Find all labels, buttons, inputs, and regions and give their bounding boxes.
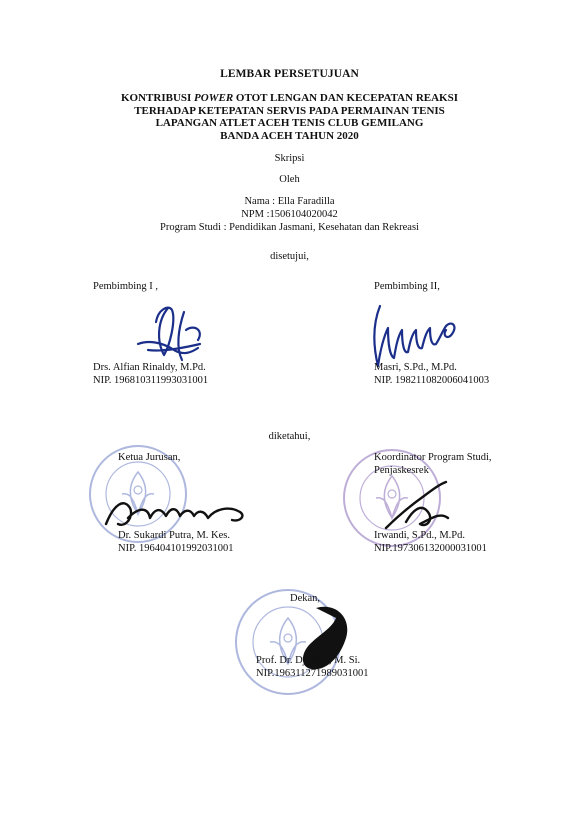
advisor2-nip: NIP. 198211082006041003 <box>374 375 490 386</box>
head-dept-nip: NIP. 196404101992031001 <box>118 543 234 554</box>
title-line-3: LAPANGAN ATLET ACEH TENIS CLUB GEMILANG <box>155 117 424 129</box>
advisor1-signature <box>128 300 218 370</box>
title-line-4: BANDA ACEH TAHUN 2020 <box>220 129 359 142</box>
head-dept-role: Ketua Jurusan, <box>118 452 181 463</box>
author-program: Program Studi : Pendidikan Jasmani, Kesehatan dan Rekreasi <box>160 222 419 233</box>
advisor1-name: Drs. Alfian Rinaldy, M.Pd. <box>93 362 206 373</box>
title-line-1: KONTRIBUSI POWER OTOT LENGAN DAN KECEPATAN REAKSI <box>121 92 458 104</box>
advisor1-role: Pembimbing I , <box>93 281 159 292</box>
document-type: Skripsi <box>274 153 305 164</box>
advisor1-nip: NIP. 196810311993031001 <box>93 375 209 386</box>
advisor2-name: Masri, S.Pd., M.Pd. <box>374 362 457 373</box>
advisor2-role: Pembimbing II, <box>374 281 440 292</box>
by-label: Oleh <box>279 174 300 185</box>
title-line-2: TERHADAP KETEPATAN SERVIS PADA PERMAINAN TENIS <box>134 104 445 117</box>
dean-role: Dekan, <box>290 593 321 604</box>
coordinator-role: Koordinator Program Studi, <box>374 452 492 463</box>
coordinator-name: Irwandi, S.Pd., M.Pd. <box>374 530 466 541</box>
document-heading: LEMBAR PERSETUJUAN <box>220 68 359 80</box>
known-label: diketahui, <box>268 431 311 442</box>
dean-nip: NIP.196311271989031001 <box>256 668 369 679</box>
author-npm: NPM :1506104020042 <box>241 209 338 220</box>
coordinator-nip: NIP.197306132000031001 <box>374 543 487 554</box>
approved-label: disetujui, <box>270 251 309 262</box>
thesis-title <box>0 92 579 142</box>
head-dept-name: Dr. Sukardi Putra, M. Kes. <box>118 530 230 541</box>
author-name: Nama : Ella Faradilla <box>244 196 335 207</box>
coordinator-program: Penjaskesrek <box>374 465 429 476</box>
dean-name: Prof. Dr. Djailani, M. Si. <box>256 655 361 666</box>
